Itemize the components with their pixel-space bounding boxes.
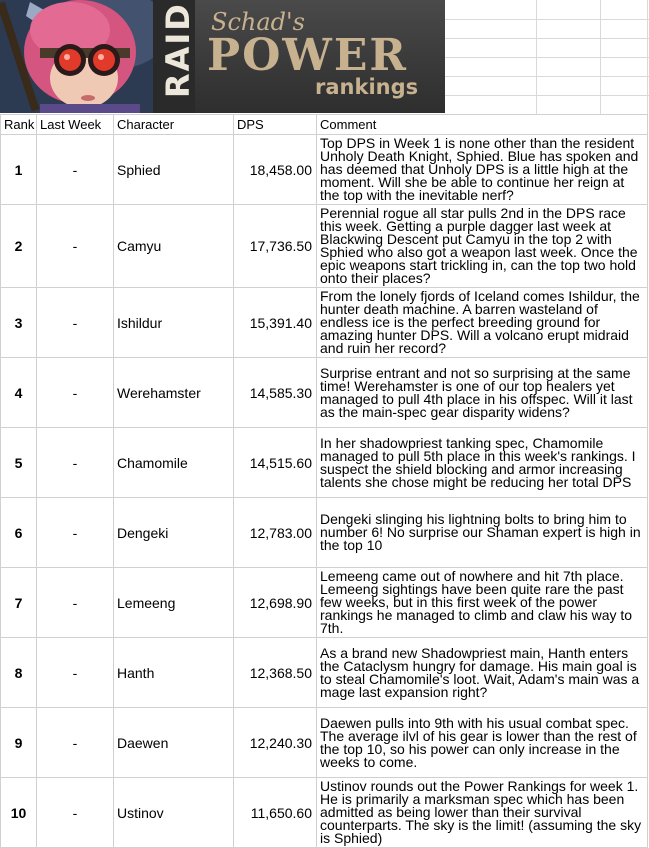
header-character[interactable]: Character <box>114 115 234 135</box>
table-row <box>1 778 648 848</box>
logo-title-top: Schad's <box>211 8 305 36</box>
dps-cell[interactable]: 14,515.60 <box>234 428 317 498</box>
character-cell[interactable]: Ustinov <box>114 778 234 848</box>
last-week-cell[interactable]: - <box>37 638 114 708</box>
table-row <box>1 288 648 358</box>
table-row <box>1 428 648 498</box>
dps-cell[interactable]: 17,736.50 <box>234 205 317 288</box>
character-cell[interactable]: Camyu <box>114 205 234 288</box>
dps-cell[interactable]: 11,650.60 <box>234 778 317 848</box>
gnome-portrait-illustration <box>0 0 153 113</box>
dps-cell[interactable]: 18,458.00 <box>234 135 317 205</box>
logo-title-sub: rankings <box>315 75 419 99</box>
comment-cell[interactable]: Surprise entrant and not so surprising at the same time! Werehamster is one of our top healers yet managed to pull 4th place in his offspec. Will it last as the main-spec gear disparity widens? <box>317 358 648 428</box>
rank-cell[interactable]: 5 <box>1 428 37 498</box>
last-week-cell[interactable]: - <box>37 428 114 498</box>
character-cell[interactable]: Chamomile <box>114 428 234 498</box>
comment-cell[interactable]: In her shadowpriest tanking spec, Chamomile managed to pull 5th place in this week's rankings. I suspect the shield blocking and armor increasing talents she chose might be reducing her total DPS <box>317 428 648 498</box>
header-rank[interactable]: Rank <box>1 115 37 135</box>
dps-cell[interactable]: 14,585.30 <box>234 358 317 428</box>
last-week-cell[interactable]: - <box>37 135 114 205</box>
comment-cell[interactable]: As a brand new Shadowpriest main, Hanth enters the Cataclysm hungry for damage. His main goal is to steal Chamomile's loot. Wait, Adam's main was a mage last expansion right? <box>317 638 648 708</box>
comment-cell[interactable]: Dengeki slinging his lightning bolts to bring him to number 6! No surprise our Shaman expert is high in the top 10 <box>317 498 648 568</box>
comment-cell[interactable]: Daewen pulls into 9th with his usual combat spec. The average ilvl of his gear is lower than the rest of the top 10, so his power can only increase in the weeks to come. <box>317 708 648 778</box>
last-week-cell[interactable]: - <box>37 778 114 848</box>
grid-line <box>445 38 649 39</box>
table-header-row <box>1 115 648 135</box>
table-row <box>1 205 648 288</box>
logo-title-main: POWER <box>207 30 408 81</box>
grid-line <box>445 95 649 96</box>
last-week-cell[interactable]: - <box>37 568 114 638</box>
table-row <box>1 568 648 638</box>
rank-cell[interactable]: 6 <box>1 498 37 568</box>
grid-line <box>445 57 649 58</box>
header-comment[interactable]: Comment <box>317 115 648 135</box>
grid-line <box>600 0 601 114</box>
rank-cell[interactable]: 10 <box>1 778 37 848</box>
grid-line <box>445 76 649 77</box>
last-week-cell[interactable]: - <box>37 358 114 428</box>
dps-cell[interactable]: 12,698.90 <box>234 568 317 638</box>
character-cell[interactable]: Sphied <box>114 135 234 205</box>
character-cell[interactable]: Hanth <box>114 638 234 708</box>
table-row <box>1 708 648 778</box>
dps-cell[interactable]: 12,368.50 <box>234 638 317 708</box>
dps-cell[interactable]: 12,240.30 <box>234 708 317 778</box>
last-week-cell[interactable]: - <box>37 498 114 568</box>
table-row <box>1 358 648 428</box>
comment-cell[interactable]: Lemeeng came out of nowhere and hit 7th place. Lemeeng sightings have been quite rare the past few weeks, but in this first week of the power rankings he managed to climb and claw his way to 7th. <box>317 568 648 638</box>
comment-cell[interactable]: Perennial rogue all star pulls 2nd in the DPS race this week. Getting a purple dagger last week at Blackwing Descent put Camyu in the top 2 with Sphied who also got a weapon last week. Once the epic weapons start trickling in, can the top two hold onto their places? <box>317 205 648 288</box>
grid-line <box>647 0 648 114</box>
character-cell[interactable]: Daewen <box>114 708 234 778</box>
dps-cell[interactable]: 12,783.00 <box>234 498 317 568</box>
rank-cell[interactable]: 7 <box>1 568 37 638</box>
dps-cell[interactable]: 15,391.40 <box>234 288 317 358</box>
table-row <box>1 498 648 568</box>
character-cell[interactable]: Dengeki <box>114 498 234 568</box>
grid-line <box>445 19 649 20</box>
power-rankings-logo <box>153 0 445 113</box>
table-body <box>1 135 648 848</box>
raid-label: RAID <box>159 2 197 98</box>
last-week-cell[interactable]: - <box>37 205 114 288</box>
power-rankings-table <box>0 114 648 848</box>
raid-tag <box>153 0 195 113</box>
header-dps[interactable]: DPS <box>234 115 317 135</box>
character-portrait <box>0 0 153 113</box>
character-cell[interactable]: Werehamster <box>114 358 234 428</box>
comment-cell[interactable]: Ustinov rounds out the Power Rankings for week 1. He is primarily a marksman spec which has been admitted as being lower than their survival counterparts. The sky is the limit! (assuming the sky is Sphied) <box>317 778 648 848</box>
grid-line <box>536 0 537 114</box>
header-last-week[interactable]: Last Week <box>37 115 114 135</box>
header-banner <box>0 0 649 114</box>
rank-cell[interactable]: 8 <box>1 638 37 708</box>
character-cell[interactable]: Lemeeng <box>114 568 234 638</box>
rank-cell[interactable]: 3 <box>1 288 37 358</box>
last-week-cell[interactable]: - <box>37 708 114 778</box>
last-week-cell[interactable]: - <box>37 288 114 358</box>
rank-cell[interactable]: 4 <box>1 358 37 428</box>
comment-cell[interactable]: Top DPS in Week 1 is none other than the resident Unholy Death Knight, Sphied. Blue has spoken and has deemed that Unholy DPS is a little high at the moment. Will she be able to continue her reign at the top with the inevitable nerf? <box>317 135 648 205</box>
rank-cell[interactable]: 9 <box>1 708 37 778</box>
comment-cell[interactable]: From the lonely fjords of Iceland comes Ishildur, the hunter death machine. A barren wasteland of endless ice is the perfect breeding ground for amazing hunter DPS. Will a volcano erupt midraid and ruin her record? <box>317 288 648 358</box>
table-row <box>1 135 648 205</box>
character-cell[interactable]: Ishildur <box>114 288 234 358</box>
table-row <box>1 638 648 708</box>
rank-cell[interactable]: 2 <box>1 205 37 288</box>
rank-cell[interactable]: 1 <box>1 135 37 205</box>
